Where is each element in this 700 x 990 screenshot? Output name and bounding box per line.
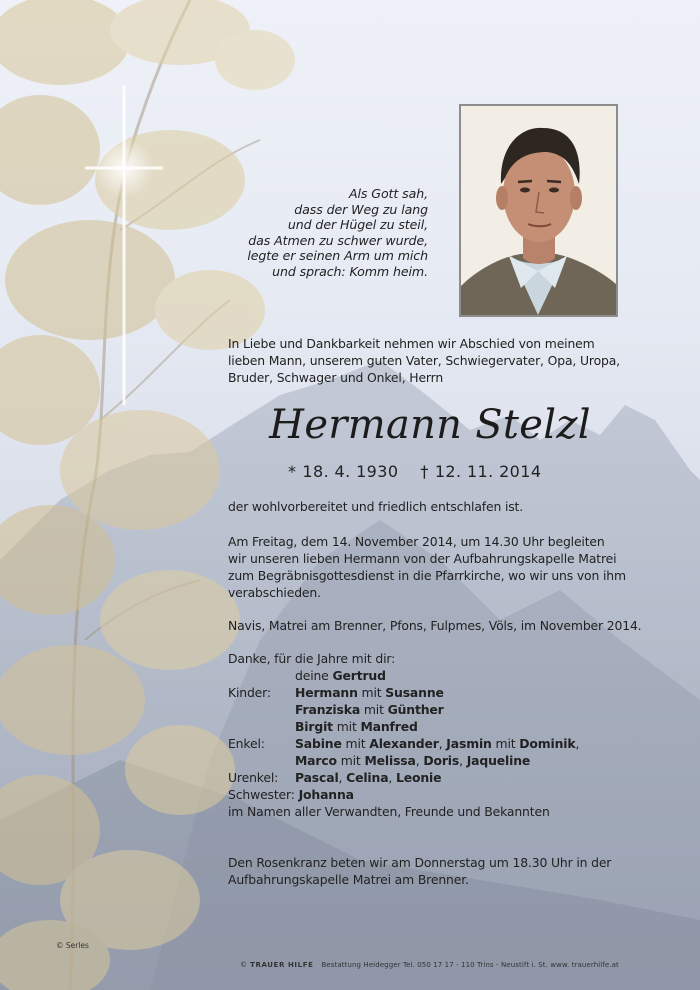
life-dates [288, 462, 608, 481]
rosary-line: Den Rosenkranz beten wir am Donnerstag um 18.30 Uhr in der [228, 855, 612, 870]
funeral-line: zum Begräbnisgottesdienst in die Pfarrkirche, wo wir uns von ihm [228, 568, 626, 583]
quote-line: dass der Weg zu lang [294, 201, 428, 217]
children-row: Birgit mit Manfred [295, 719, 418, 734]
grandchildren-label: Enkel: [228, 736, 265, 751]
quote-line: das Atmen zu schwer wurde, [248, 232, 428, 248]
intro-line: Bruder, Schwager und Onkel, Herrn [228, 370, 444, 385]
deceased-name: Hermann Stelzl [269, 402, 591, 448]
portrait-photo [459, 104, 618, 317]
great-grandchildren-row: Urenkel: Pascal , Celina , Leonie [228, 770, 442, 785]
funeral-paragraph [228, 533, 628, 601]
sister-row: Schwester: Johanna [228, 787, 354, 802]
quote-line: legte er seinen Arm um mich [247, 248, 428, 264]
death-date: 12. 11. 2014 [434, 462, 542, 481]
funeral-line: Am Freitag, dem 14. November 2014, um 14.30 Uhr begleiten [228, 534, 605, 549]
funeral-line: wir unseren lieben Hermann von der Aufbahrungskapelle Matrei [228, 551, 617, 566]
children-row: Kinder: Hermann mit Susanne [228, 685, 444, 700]
closing-row: im Namen aller Verwandten, Freunde und Bekannten [228, 804, 550, 819]
passing-sentence: der wohlvorbereitet und friedlich entschlafen ist. [228, 499, 524, 514]
funeral-home-footer [240, 961, 619, 969]
places-date-line: Navis, Matrei am Brenner, Pfons, Fulpmes, Völs, im November 2014. [228, 618, 642, 633]
wife-name: Gertrud [332, 668, 386, 683]
footer-details: Bestattung Heidegger Tel. 050 17 17 - 110 Trins - Neustift i. St. www. trauerhilfe.at [321, 961, 619, 969]
intro-paragraph [228, 335, 623, 386]
grandchildren-row: Enkel: Sabine mit Alexander , Jasmin mit Dominik , [228, 736, 580, 751]
children-label: Kinder: [228, 685, 271, 700]
copyright-icon: © [240, 961, 248, 969]
rosary-line: Aufbahrungskapelle Matrei am Brenner. [228, 872, 469, 887]
memorial-quote [228, 186, 428, 280]
quote-line: und der Hügel zu steil, [287, 217, 428, 233]
death-cross-icon: † [420, 462, 429, 481]
brand-name: TRAUER HILFE [250, 961, 314, 969]
thanks-heading: Danke, für die Jahre mit dir: [228, 651, 396, 666]
birth-date: 18. 4. 1930 [302, 462, 399, 481]
family-list [228, 650, 648, 820]
sister-label: Schwester: [228, 787, 295, 802]
intro-line: lieben Mann, unserem guten Vater, Schwiegervater, Opa, Uropa, [228, 353, 620, 368]
grandchildren-row: Marco mit Melissa , Doris , Jaqueline [295, 753, 531, 768]
portrait-illustration [461, 106, 616, 315]
photo-credit: © Serles [56, 941, 89, 950]
funeral-line: verabschieden. [228, 585, 321, 600]
wife-row: deine Gertrud [295, 668, 386, 683]
birth-star-icon: * [288, 462, 297, 481]
quote-line: Als Gott sah, [349, 186, 428, 201]
rosary-notice [228, 854, 628, 888]
quote-line: und sprach: Komm heim. [272, 263, 428, 279]
intro-line: In Liebe und Dankbarkeit nehmen wir Abschied von meinem [228, 336, 595, 351]
children-row: Franziska mit Günther [295, 702, 444, 717]
great-grandchildren-label: Urenkel: [228, 770, 279, 785]
